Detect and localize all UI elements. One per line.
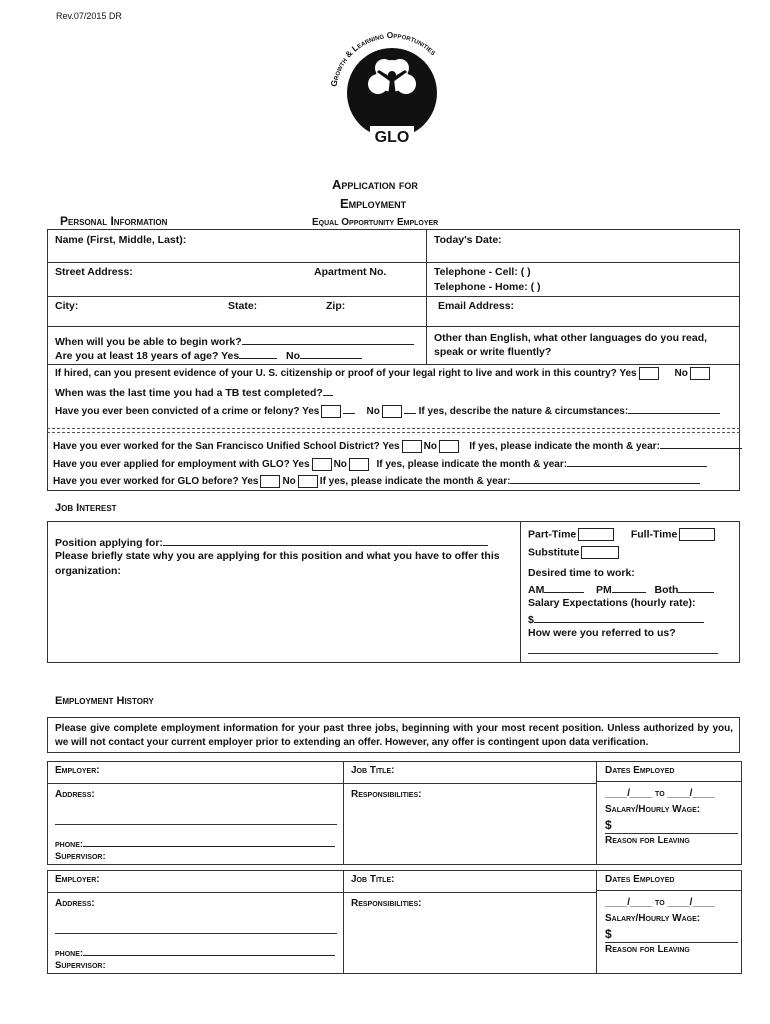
street-address-label: Street Address: (55, 266, 133, 278)
worked-yes-checkbox[interactable] (260, 475, 280, 488)
date-range-2: ____/____ to ____/____ (605, 897, 715, 908)
applied-yes-checkbox[interactable] (312, 458, 332, 471)
logo-name: GLO (374, 129, 410, 146)
sfusd-no-checkbox[interactable] (439, 440, 459, 453)
responsibilities-label-1: Responsibilities: (351, 789, 422, 800)
job-interest-heading: Job Interest (55, 502, 117, 514)
zip-label: Zip: (326, 300, 346, 312)
salary-wage-label-2: Salary/Hourly Wage: (605, 913, 701, 924)
referred-label: How were you referred to us? (528, 627, 676, 639)
sfusd-question: Have you ever worked for the San Francisco Unified School District? Yes No If yes, please indicate the month & year: (53, 438, 742, 453)
email-label: Email Address: (438, 300, 515, 312)
dates-employed-label-2: Dates Employed (605, 874, 675, 885)
substitute-row: Substitute (528, 546, 621, 559)
applied-no-checkbox[interactable] (349, 458, 369, 471)
worked-glo-question: Have you ever worked for GLO before? Yes No If yes, please indicate the month & year: (53, 473, 700, 488)
supervisor-label-1: Supervisor: (55, 851, 106, 862)
begin-work-question: When will you be able to begin work? (55, 334, 414, 348)
revision-label: Rev.07/2015 DR (56, 11, 122, 21)
supervisor-label-2: Supervisor: (55, 960, 106, 971)
substitute-checkbox[interactable] (581, 546, 619, 559)
part-time-checkbox[interactable] (578, 528, 614, 541)
worked-no-checkbox[interactable] (298, 475, 318, 488)
sfusd-yes-checkbox[interactable] (402, 440, 422, 453)
glo-logo (322, 18, 462, 153)
responsibilities-label-2: Responsibilities: (351, 898, 422, 909)
tb-test-question: When was the last time you had a TB test completed? (55, 385, 333, 399)
salary-wage-label-1: Salary/Hourly Wage: (605, 804, 701, 815)
telephone-home-label: Telephone - Home: ( ) (434, 281, 541, 293)
salary-dollar-1: $ (605, 818, 612, 832)
job-title-label-2: Job Title: (351, 874, 395, 885)
phone-label-1: phone: (55, 836, 335, 850)
citizenship-no-checkbox[interactable] (690, 367, 710, 380)
salary-dollar-2: $ (605, 927, 612, 941)
why-applying-label: Please briefly state why you are applying for this position and what you have to offer this organization: (55, 550, 500, 577)
citizenship-yes-checkbox[interactable] (639, 367, 659, 380)
name-label: Name (First, Middle, Last): (55, 234, 187, 246)
telephone-cell-label: Telephone - Cell: ( ) (434, 266, 531, 278)
address-label-1: Address: (55, 789, 95, 800)
employment-intro-text: Please give complete employment information for your past three jobs, beginning with your most recent position. Unless authorized by you, we will not contact your current employer prior to extending an offer. However, any offer is contingent upon data verification. (55, 723, 733, 748)
logo-arc-text: Growth & Learning Opportunities (328, 29, 439, 88)
employer-label-1: Employer: (55, 765, 100, 776)
salary-expectation-field[interactable]: $ (528, 612, 704, 626)
salary-expectation-label: Salary Expectations (hourly rate): (528, 597, 696, 609)
full-time-checkbox[interactable] (679, 528, 715, 541)
job-type-row: Part-Time Full-Time (528, 528, 717, 541)
employment-history-heading: Employment History (55, 695, 154, 707)
apartment-label: Apartment No. (314, 266, 387, 278)
reason-leaving-label-2: Reason for Leaving (605, 944, 690, 955)
title-line2: Employment (340, 196, 407, 211)
title-line1: Application for (332, 177, 418, 192)
todays-date-label: Today's Date: (434, 234, 502, 246)
address-label-2: Address: (55, 898, 95, 909)
position-label: Position applying for: (55, 535, 488, 549)
date-range-1: ____/____ to ____/____ (605, 788, 715, 799)
city-label: City: (55, 300, 79, 312)
age-question: Are you at least 18 years of age? Yes No (55, 348, 362, 362)
conviction-yes-checkbox[interactable] (321, 405, 341, 418)
eoe-subtitle: Equal Opportunity Employer (312, 217, 439, 228)
dates-employed-label-1: Dates Employed (605, 765, 675, 776)
time-options-row: AM PM Both (528, 582, 714, 596)
conviction-question: Have you ever been convicted of a crime or felony? Yes No If yes, describe the nature & circumstances: (55, 403, 720, 418)
conviction-no-checkbox[interactable] (382, 405, 402, 418)
languages-question: Other than English, what other languages do you read, speak or write fluently? (434, 332, 708, 358)
personal-heading: Personal Information (60, 214, 168, 228)
job-title-label-1: Job Title: (351, 765, 395, 776)
applied-glo-question: Have you ever applied for employment with GLO? Yes No If yes, please indicate the month & year: (53, 456, 707, 471)
employer-label-2: Employer: (55, 874, 100, 885)
phone-label-2: phone: (55, 945, 335, 959)
state-label: State: (228, 300, 258, 312)
reason-leaving-label-1: Reason for Leaving (605, 835, 690, 846)
citizenship-question: If hired, can you present evidence of your U. S. citizenship or proof of your legal right to live and work in this country? Yes No (55, 367, 712, 380)
desired-time-label: Desired time to work: (528, 567, 635, 579)
